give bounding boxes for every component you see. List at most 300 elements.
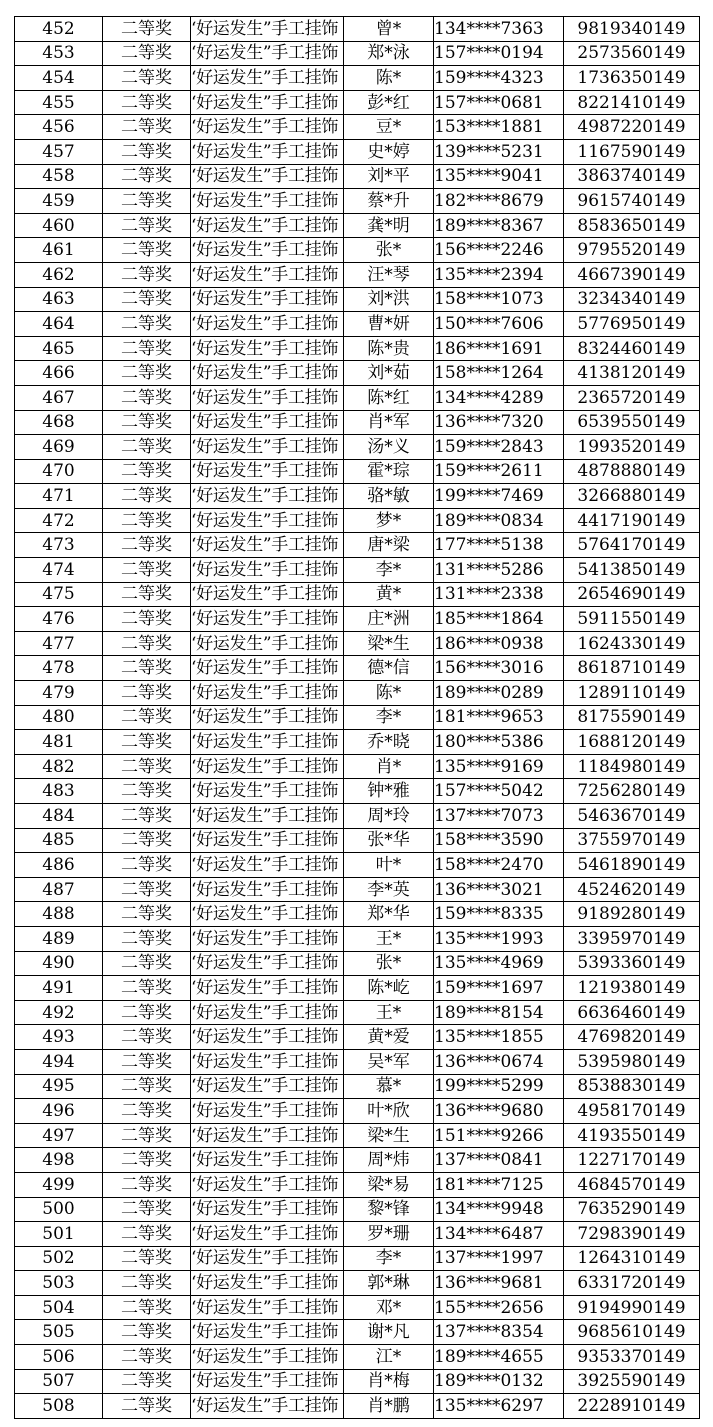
masked-phone-cell: 134****7363 <box>434 17 564 42</box>
winner-name-cell: 曾* <box>344 17 434 42</box>
prize-level-cell: 二等奖 <box>103 287 191 312</box>
entry-number-cell: 489 <box>15 926 103 951</box>
prize-level-cell: 二等奖 <box>103 1295 191 1320</box>
redeem-code-cell: 8324460149 <box>564 336 700 361</box>
winner-name-cell: 郑*华 <box>344 902 434 927</box>
winner-name-cell: 罗*珊 <box>344 1222 434 1247</box>
entry-number-cell: 506 <box>15 1345 103 1370</box>
table-row <box>15 853 700 878</box>
prize-level-cell: 二等奖 <box>103 1369 191 1394</box>
prize-level-cell: 二等奖 <box>103 976 191 1001</box>
entry-number-cell: 455 <box>15 90 103 115</box>
prize-level-cell: 二等奖 <box>103 312 191 337</box>
winner-name-cell: 王* <box>344 926 434 951</box>
masked-phone-cell: 177****5138 <box>434 533 564 558</box>
prize-item-cell: ‘好运发生”手工挂饰 <box>191 459 344 484</box>
prize-level-cell: 二等奖 <box>103 582 191 607</box>
table-row <box>15 951 700 976</box>
prize-item-cell: ‘好运发生”手工挂饰 <box>191 164 344 189</box>
table-row <box>15 1222 700 1247</box>
prize-item-cell: ‘好运发生”手工挂饰 <box>191 656 344 681</box>
prize-level-cell: 二等奖 <box>103 1025 191 1050</box>
table-row <box>15 1271 700 1296</box>
masked-phone-cell: 157****0681 <box>434 90 564 115</box>
redeem-code-cell: 5911550149 <box>564 607 700 632</box>
table-row <box>15 779 700 804</box>
masked-phone-cell: 181****7125 <box>434 1172 564 1197</box>
prize-item-cell: ‘好运发生”手工挂饰 <box>191 853 344 878</box>
masked-phone-cell: 157****5042 <box>434 779 564 804</box>
table-row <box>15 1123 700 1148</box>
masked-phone-cell: 150****7606 <box>434 312 564 337</box>
table-row <box>15 139 700 164</box>
prize-level-cell: 二等奖 <box>103 484 191 509</box>
table-row <box>15 1148 700 1173</box>
entry-number-cell: 497 <box>15 1123 103 1148</box>
table-row <box>15 656 700 681</box>
prize-level-cell: 二等奖 <box>103 262 191 287</box>
table-row <box>15 1172 700 1197</box>
masked-phone-cell: 186****0938 <box>434 631 564 656</box>
prize-item-cell: ‘好运发生”手工挂饰 <box>191 902 344 927</box>
entry-number-cell: 463 <box>15 287 103 312</box>
prize-item-cell: ‘好运发生”手工挂饰 <box>191 41 344 66</box>
winner-name-cell: 梁*生 <box>344 631 434 656</box>
entry-number-cell: 508 <box>15 1394 103 1419</box>
entry-number-cell: 495 <box>15 1074 103 1099</box>
redeem-code-cell: 8618710149 <box>564 656 700 681</box>
prize-item-cell: ‘好运发生”手工挂饰 <box>191 828 344 853</box>
redeem-code-cell: 9685610149 <box>564 1320 700 1345</box>
prize-level-cell: 二等奖 <box>103 410 191 435</box>
prize-level-cell: 二等奖 <box>103 213 191 238</box>
table-row <box>15 1320 700 1345</box>
winner-name-cell: 陈*屹 <box>344 976 434 1001</box>
prize-item-cell: ‘好运发生”手工挂饰 <box>191 754 344 779</box>
redeem-code-cell: 4193550149 <box>564 1123 700 1148</box>
prize-item-cell: ‘好运发生”手工挂饰 <box>191 410 344 435</box>
table-row <box>15 213 700 238</box>
masked-phone-cell: 131****2338 <box>434 582 564 607</box>
redeem-code-cell: 5461890149 <box>564 853 700 878</box>
prize-item-cell: ‘好运发生”手工挂饰 <box>191 312 344 337</box>
prize-item-cell: ‘好运发生”手工挂饰 <box>191 508 344 533</box>
table-row <box>15 164 700 189</box>
entry-number-cell: 501 <box>15 1222 103 1247</box>
table-row <box>15 459 700 484</box>
redeem-code-cell: 8583650149 <box>564 213 700 238</box>
winner-name-cell: 郭*琳 <box>344 1271 434 1296</box>
prize-level-cell: 二等奖 <box>103 1074 191 1099</box>
entry-number-cell: 504 <box>15 1295 103 1320</box>
prize-item-cell: ‘好运发生”手工挂饰 <box>191 287 344 312</box>
entry-number-cell: 496 <box>15 1099 103 1124</box>
prize-item-cell: ‘好运发生”手工挂饰 <box>191 139 344 164</box>
masked-phone-cell: 136****3021 <box>434 877 564 902</box>
prize-level-cell: 二等奖 <box>103 115 191 140</box>
masked-phone-cell: 189****0834 <box>434 508 564 533</box>
winner-name-cell: 汪*琴 <box>344 262 434 287</box>
masked-phone-cell: 158****3590 <box>434 828 564 853</box>
entry-number-cell: 453 <box>15 41 103 66</box>
redeem-code-cell: 9194990149 <box>564 1295 700 1320</box>
winner-name-cell: 骆*敏 <box>344 484 434 509</box>
prize-item-cell: ‘好运发生”手工挂饰 <box>191 607 344 632</box>
prize-level-cell: 二等奖 <box>103 853 191 878</box>
winner-name-cell: 张* <box>344 951 434 976</box>
masked-phone-cell: 189****0132 <box>434 1369 564 1394</box>
table-row <box>15 312 700 337</box>
table-row <box>15 1197 700 1222</box>
masked-phone-cell: 159****2611 <box>434 459 564 484</box>
winner-name-cell: 黄*爱 <box>344 1025 434 1050</box>
prize-level-cell: 二等奖 <box>103 804 191 829</box>
redeem-code-cell: 9189280149 <box>564 902 700 927</box>
winner-name-cell: 吴*军 <box>344 1049 434 1074</box>
redeem-code-cell: 9819340149 <box>564 17 700 42</box>
entry-number-cell: 482 <box>15 754 103 779</box>
prize-level-cell: 二等奖 <box>103 951 191 976</box>
redeem-code-cell: 4769820149 <box>564 1025 700 1050</box>
winner-name-cell: 周*玲 <box>344 804 434 829</box>
entry-number-cell: 478 <box>15 656 103 681</box>
entry-number-cell: 477 <box>15 631 103 656</box>
winner-name-cell: 李* <box>344 1246 434 1271</box>
prize-item-cell: ‘好运发生”手工挂饰 <box>191 926 344 951</box>
winner-name-cell: 史*婷 <box>344 139 434 164</box>
winner-name-cell: 李*英 <box>344 877 434 902</box>
prize-item-cell: ‘好运发生”手工挂饰 <box>191 1074 344 1099</box>
entry-number-cell: 464 <box>15 312 103 337</box>
entry-number-cell: 457 <box>15 139 103 164</box>
masked-phone-cell: 136****0674 <box>434 1049 564 1074</box>
winner-name-cell: 豆* <box>344 115 434 140</box>
prize-level-cell: 二等奖 <box>103 681 191 706</box>
redeem-code-cell: 2573560149 <box>564 41 700 66</box>
table-row <box>15 607 700 632</box>
table-row <box>15 730 700 755</box>
prize-item-cell: ‘好运发生”手工挂饰 <box>191 1271 344 1296</box>
table-row <box>15 1049 700 1074</box>
entry-number-cell: 456 <box>15 115 103 140</box>
prize-item-cell: ‘好运发生”手工挂饰 <box>191 17 344 42</box>
table-row <box>15 1000 700 1025</box>
winner-name-cell: 肖*鹏 <box>344 1394 434 1419</box>
table-row <box>15 1025 700 1050</box>
prize-item-cell: ‘好运发生”手工挂饰 <box>191 213 344 238</box>
winner-name-cell: 曹*妍 <box>344 312 434 337</box>
masked-phone-cell: 189****4655 <box>434 1345 564 1370</box>
winner-name-cell: 肖*军 <box>344 410 434 435</box>
entry-number-cell: 491 <box>15 976 103 1001</box>
prize-level-cell: 二等奖 <box>103 1000 191 1025</box>
entry-number-cell: 503 <box>15 1271 103 1296</box>
table-row <box>15 533 700 558</box>
masked-phone-cell: 153****1881 <box>434 115 564 140</box>
winners-table <box>14 16 700 1419</box>
table-row <box>15 582 700 607</box>
winner-name-cell: 唐*梁 <box>344 533 434 558</box>
entry-number-cell: 454 <box>15 66 103 91</box>
prize-level-cell: 二等奖 <box>103 1246 191 1271</box>
prize-level-cell: 二等奖 <box>103 1271 191 1296</box>
entry-number-cell: 486 <box>15 853 103 878</box>
redeem-code-cell: 1624330149 <box>564 631 700 656</box>
winner-name-cell: 王* <box>344 1000 434 1025</box>
table-row <box>15 484 700 509</box>
table-row <box>15 558 700 583</box>
masked-phone-cell: 180****5386 <box>434 730 564 755</box>
redeem-code-cell: 5776950149 <box>564 312 700 337</box>
redeem-code-cell: 4958170149 <box>564 1099 700 1124</box>
winner-name-cell: 陈* <box>344 66 434 91</box>
winner-name-cell: 蔡*升 <box>344 189 434 214</box>
masked-phone-cell: 131****5286 <box>434 558 564 583</box>
winner-name-cell: 乔*晓 <box>344 730 434 755</box>
prize-item-cell: ‘好运发生”手工挂饰 <box>191 66 344 91</box>
winner-name-cell: 江* <box>344 1345 434 1370</box>
winner-name-cell: 庄*洲 <box>344 607 434 632</box>
winner-name-cell: 张* <box>344 238 434 263</box>
prize-item-cell: ‘好运发生”手工挂饰 <box>191 631 344 656</box>
prize-level-cell: 二等奖 <box>103 558 191 583</box>
prize-level-cell: 二等奖 <box>103 1172 191 1197</box>
entry-number-cell: 476 <box>15 607 103 632</box>
entry-number-cell: 469 <box>15 435 103 460</box>
prize-item-cell: ‘好运发生”手工挂饰 <box>191 1222 344 1247</box>
entry-number-cell: 466 <box>15 361 103 386</box>
winner-name-cell: 陈*红 <box>344 385 434 410</box>
masked-phone-cell: 159****1697 <box>434 976 564 1001</box>
prize-item-cell: ‘好运发生”手工挂饰 <box>191 877 344 902</box>
redeem-code-cell: 1264310149 <box>564 1246 700 1271</box>
prize-level-cell: 二等奖 <box>103 435 191 460</box>
masked-phone-cell: 199****7469 <box>434 484 564 509</box>
winner-name-cell: 叶*欣 <box>344 1099 434 1124</box>
table-row <box>15 902 700 927</box>
entry-number-cell: 485 <box>15 828 103 853</box>
prize-item-cell: ‘好运发生”手工挂饰 <box>191 484 344 509</box>
prize-level-cell: 二等奖 <box>103 1197 191 1222</box>
prize-level-cell: 二等奖 <box>103 459 191 484</box>
masked-phone-cell: 181****9653 <box>434 705 564 730</box>
redeem-code-cell: 1289110149 <box>564 681 700 706</box>
masked-phone-cell: 134****6487 <box>434 1222 564 1247</box>
redeem-code-cell: 3266880149 <box>564 484 700 509</box>
entry-number-cell: 458 <box>15 164 103 189</box>
entry-number-cell: 483 <box>15 779 103 804</box>
redeem-code-cell: 7635290149 <box>564 1197 700 1222</box>
prize-item-cell: ‘好运发生”手工挂饰 <box>191 1197 344 1222</box>
prize-level-cell: 二等奖 <box>103 164 191 189</box>
redeem-code-cell: 9353370149 <box>564 1345 700 1370</box>
winner-name-cell: 德*信 <box>344 656 434 681</box>
prize-item-cell: ‘好运发生”手工挂饰 <box>191 115 344 140</box>
entry-number-cell: 487 <box>15 877 103 902</box>
table-row <box>15 287 700 312</box>
prize-item-cell: ‘好运发生”手工挂饰 <box>191 361 344 386</box>
redeem-code-cell: 4417190149 <box>564 508 700 533</box>
redeem-code-cell: 1227170149 <box>564 1148 700 1173</box>
masked-phone-cell: 158****1264 <box>434 361 564 386</box>
prize-level-cell: 二等奖 <box>103 238 191 263</box>
table-row <box>15 17 700 42</box>
prize-level-cell: 二等奖 <box>103 189 191 214</box>
table-row <box>15 1345 700 1370</box>
entry-number-cell: 472 <box>15 508 103 533</box>
prize-item-cell: ‘好运发生”手工挂饰 <box>191 705 344 730</box>
entry-number-cell: 471 <box>15 484 103 509</box>
masked-phone-cell: 189****0289 <box>434 681 564 706</box>
masked-phone-cell: 156****3016 <box>434 656 564 681</box>
prize-level-cell: 二等奖 <box>103 17 191 42</box>
prize-item-cell: ‘好运发生”手工挂饰 <box>191 1148 344 1173</box>
masked-phone-cell: 134****4289 <box>434 385 564 410</box>
masked-phone-cell: 135****9041 <box>434 164 564 189</box>
prize-level-cell: 二等奖 <box>103 90 191 115</box>
entry-number-cell: 465 <box>15 336 103 361</box>
redeem-code-cell: 6636460149 <box>564 1000 700 1025</box>
table-row <box>15 435 700 460</box>
table-body <box>15 17 700 1419</box>
masked-phone-cell: 189****8154 <box>434 1000 564 1025</box>
redeem-code-cell: 6539550149 <box>564 410 700 435</box>
redeem-code-cell: 3863740149 <box>564 164 700 189</box>
prize-level-cell: 二等奖 <box>103 705 191 730</box>
entry-number-cell: 498 <box>15 1148 103 1173</box>
prize-level-cell: 二等奖 <box>103 1394 191 1419</box>
winner-name-cell: 慕* <box>344 1074 434 1099</box>
prize-item-cell: ‘好运发生”手工挂饰 <box>191 1049 344 1074</box>
winner-name-cell: 霍*琮 <box>344 459 434 484</box>
prize-level-cell: 二等奖 <box>103 1222 191 1247</box>
masked-phone-cell: 159****4323 <box>434 66 564 91</box>
winner-name-cell: 李* <box>344 558 434 583</box>
redeem-code-cell: 4878880149 <box>564 459 700 484</box>
entry-number-cell: 474 <box>15 558 103 583</box>
redeem-code-cell: 4684570149 <box>564 1172 700 1197</box>
prize-level-cell: 二等奖 <box>103 607 191 632</box>
winner-name-cell: 龚*明 <box>344 213 434 238</box>
prize-level-cell: 二等奖 <box>103 1099 191 1124</box>
masked-phone-cell: 136****9681 <box>434 1271 564 1296</box>
prize-level-cell: 二等奖 <box>103 1320 191 1345</box>
masked-phone-cell: 137****7073 <box>434 804 564 829</box>
prize-item-cell: ‘好运发生”手工挂饰 <box>191 435 344 460</box>
redeem-code-cell: 4524620149 <box>564 877 700 902</box>
prize-level-cell: 二等奖 <box>103 902 191 927</box>
redeem-code-cell: 1219380149 <box>564 976 700 1001</box>
winner-name-cell: 陈*贵 <box>344 336 434 361</box>
table-row <box>15 877 700 902</box>
entry-number-cell: 492 <box>15 1000 103 1025</box>
redeem-code-cell: 5393360149 <box>564 951 700 976</box>
prize-item-cell: ‘好运发生”手工挂饰 <box>191 1345 344 1370</box>
prize-item-cell: ‘好运发生”手工挂饰 <box>191 558 344 583</box>
winner-name-cell: 周*炜 <box>344 1148 434 1173</box>
table-row <box>15 262 700 287</box>
prize-item-cell: ‘好运发生”手工挂饰 <box>191 1394 344 1419</box>
masked-phone-cell: 156****2246 <box>434 238 564 263</box>
winner-name-cell: 刘*平 <box>344 164 434 189</box>
prize-level-cell: 二等奖 <box>103 508 191 533</box>
entry-number-cell: 490 <box>15 951 103 976</box>
winner-name-cell: 刘*茹 <box>344 361 434 386</box>
winner-name-cell: 谢*凡 <box>344 1320 434 1345</box>
table-row <box>15 926 700 951</box>
prize-level-cell: 二等奖 <box>103 828 191 853</box>
redeem-code-cell: 9615740149 <box>564 189 700 214</box>
prize-item-cell: ‘好运发生”手工挂饰 <box>191 1025 344 1050</box>
masked-phone-cell: 155****2656 <box>434 1295 564 1320</box>
redeem-code-cell: 2654690149 <box>564 582 700 607</box>
masked-phone-cell: 137****0841 <box>434 1148 564 1173</box>
table-row <box>15 705 700 730</box>
winner-name-cell: 黄* <box>344 582 434 607</box>
prize-level-cell: 二等奖 <box>103 66 191 91</box>
masked-phone-cell: 199****5299 <box>434 1074 564 1099</box>
prize-level-cell: 二等奖 <box>103 730 191 755</box>
winner-name-cell: 彭*红 <box>344 90 434 115</box>
winner-name-cell: 张*华 <box>344 828 434 853</box>
table-row <box>15 189 700 214</box>
winner-name-cell: 汤*义 <box>344 435 434 460</box>
entry-number-cell: 461 <box>15 238 103 263</box>
prize-item-cell: ‘好运发生”手工挂饰 <box>191 189 344 214</box>
entry-number-cell: 507 <box>15 1369 103 1394</box>
redeem-code-cell: 7298390149 <box>564 1222 700 1247</box>
table-row <box>15 1099 700 1124</box>
prize-item-cell: ‘好运发生”手工挂饰 <box>191 730 344 755</box>
winner-name-cell: 陈* <box>344 681 434 706</box>
masked-phone-cell: 182****8679 <box>434 189 564 214</box>
winner-name-cell: 钟*雅 <box>344 779 434 804</box>
prize-item-cell: ‘好运发生”手工挂饰 <box>191 336 344 361</box>
masked-phone-cell: 159****8335 <box>434 902 564 927</box>
prize-level-cell: 二等奖 <box>103 336 191 361</box>
table-row <box>15 681 700 706</box>
winner-name-cell: 梁*生 <box>344 1123 434 1148</box>
table-row <box>15 238 700 263</box>
redeem-code-cell: 1688120149 <box>564 730 700 755</box>
prize-item-cell: ‘好运发生”手工挂饰 <box>191 681 344 706</box>
prize-item-cell: ‘好运发生”手工挂饰 <box>191 1172 344 1197</box>
prize-item-cell: ‘好运发生”手工挂饰 <box>191 779 344 804</box>
masked-phone-cell: 136****7320 <box>434 410 564 435</box>
redeem-code-cell: 4987220149 <box>564 115 700 140</box>
masked-phone-cell: 134****9948 <box>434 1197 564 1222</box>
prize-item-cell: ‘好运发生”手工挂饰 <box>191 385 344 410</box>
entry-number-cell: 484 <box>15 804 103 829</box>
table-row <box>15 1246 700 1271</box>
entry-number-cell: 493 <box>15 1025 103 1050</box>
redeem-code-cell: 4138120149 <box>564 361 700 386</box>
prize-item-cell: ‘好运发生”手工挂饰 <box>191 1320 344 1345</box>
redeem-code-cell: 5463670149 <box>564 804 700 829</box>
redeem-code-cell: 2365720149 <box>564 385 700 410</box>
redeem-code-cell: 3755970149 <box>564 828 700 853</box>
redeem-code-cell: 3925590149 <box>564 1369 700 1394</box>
redeem-code-cell: 4667390149 <box>564 262 700 287</box>
entry-number-cell: 481 <box>15 730 103 755</box>
table-row <box>15 385 700 410</box>
winner-name-cell: 肖*梅 <box>344 1369 434 1394</box>
prize-level-cell: 二等奖 <box>103 877 191 902</box>
prize-item-cell: ‘好运发生”手工挂饰 <box>191 90 344 115</box>
prize-item-cell: ‘好运发生”手工挂饰 <box>191 582 344 607</box>
prize-level-cell: 二等奖 <box>103 385 191 410</box>
table-row <box>15 115 700 140</box>
